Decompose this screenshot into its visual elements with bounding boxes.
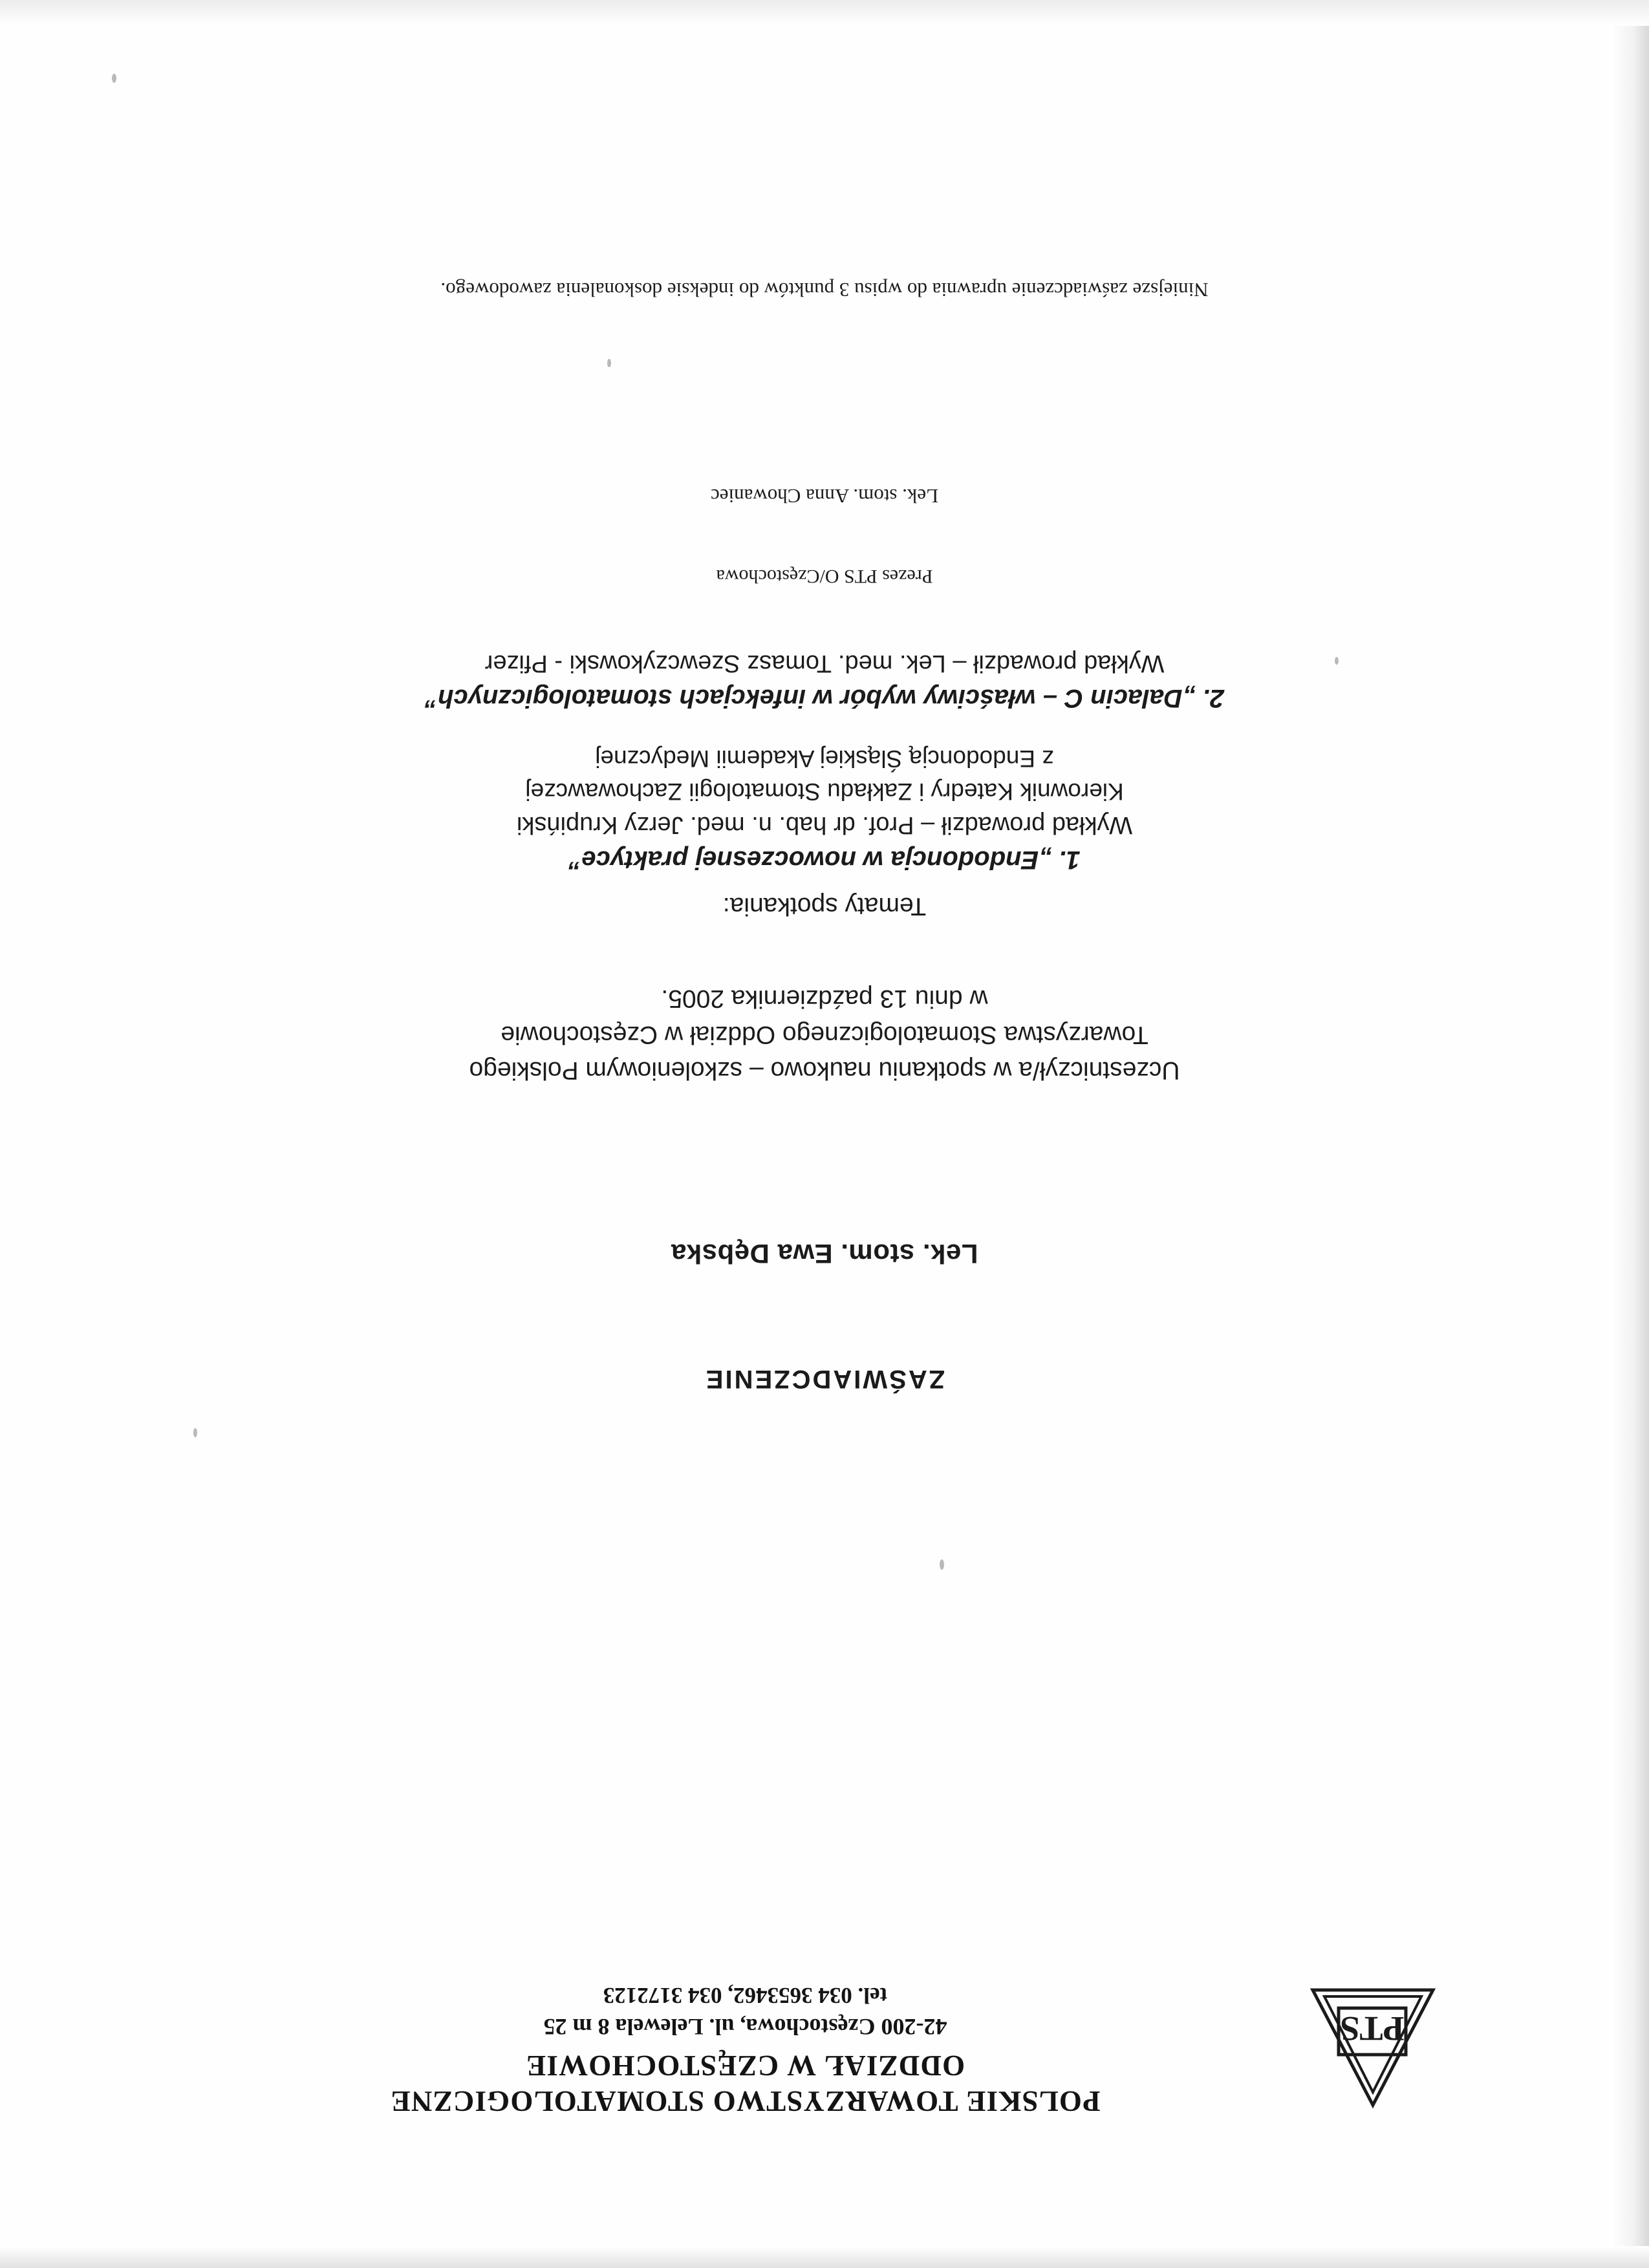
letterhead [207,1980,1436,2118]
topic-affiliation-line-2: z Endodoncją Śląskiej Akademii Medycznej [595,745,1054,772]
organization-branch: ODDZIAŁ W CZĘSTOCHOWIE [525,2049,965,2082]
topic-item [0,742,1649,878]
topics-label: Tematy spotkania: [722,892,927,920]
scan-speck [940,1559,944,1570]
signature-role: Prezes PTS O/Częstochowa [716,566,933,587]
recipient-name: Lek. stom. Ewa Dębska [671,1239,978,1269]
scan-speck [193,1428,197,1437]
organization-phone: tel. 034 3653462, 034 3172123 [603,1983,888,2009]
scan-speck [1335,657,1339,665]
page-title: ZAŚWIADCZENIE [704,1365,945,1393]
pts-logo-icon [1310,1986,1436,2109]
body-line-1: Uczestniczył/a w spotkaniu naukowo – szkoleniowym Polskiego [469,1056,1180,1084]
signature-name: Lek. stom. Anna Chowaniec [710,485,939,508]
topic-lecturer: Wykład prowadził – Prof. dr hab. n. med. Jerzy Krupiński [516,811,1133,839]
body-line-2: Towarzystwa Stomatologicznego Oddział w Częstochowie [501,1020,1148,1049]
topic-title: 2. „Dalacin C – właściwy wybór w infekcjach stomatologicznych” [425,684,1224,712]
footnote-text: Niniejsze zaświadczenie uprawnia do wpisu 3 punktów do indeksie doskonalenia zawodowego. [440,279,1209,301]
organization-block [207,1980,1284,2118]
scan-speck [112,74,116,83]
topic-lecturer: Wykład prowadził – Lek. med. Tomasz Szewczykowski - Pfizer [484,650,1165,677]
scan-speck [607,359,611,367]
body-line-3: w dniu 13 października 2005. [661,985,988,1013]
body-paragraph [0,981,1649,1088]
svg-text:PTS: PTS [1340,2009,1405,2048]
topic-item [0,647,1649,716]
organization-name: POLSKIE TOWARZYSTWO STOMATOLOGICZNE [390,2085,1101,2117]
topic-affiliation-line-1: Kierownik Katedry i Zakładu Stomatologii Zachowawczej [525,778,1124,805]
organization-address: 42-200 Częstochowa, ul. Lelewela 8 m 25 [543,2013,947,2040]
topic-title: 1. „Endodoncja w nowoczesnej praktyce” [568,846,1081,874]
